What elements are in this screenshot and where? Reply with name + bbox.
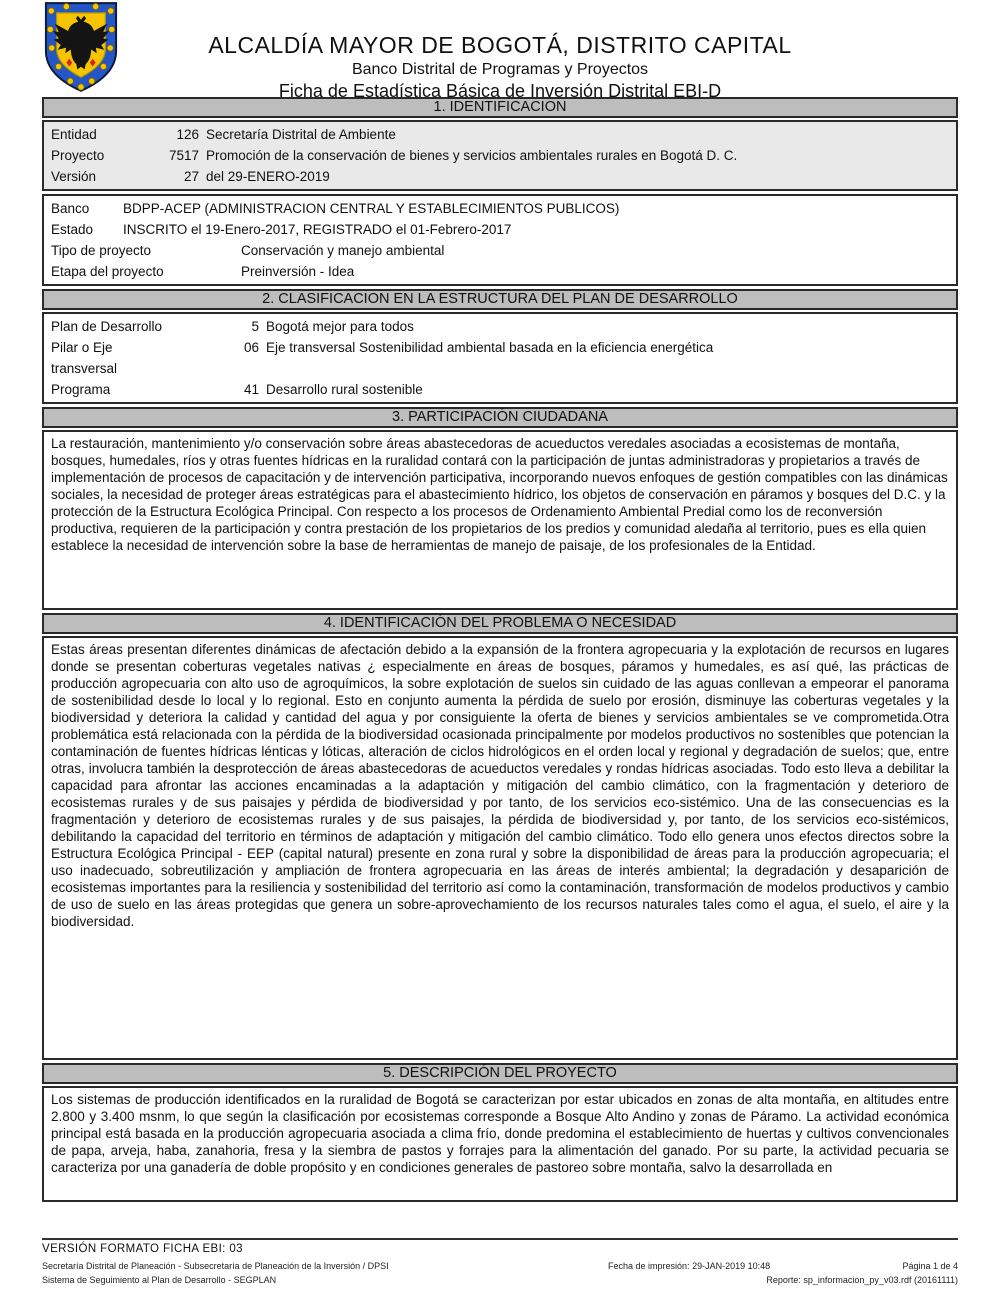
banco-value: BDPP-ACEP (ADMINISTRACION CENTRAL Y ESTABLECIMIENTOS PUBLICOS)	[123, 201, 620, 216]
section-header-clasificacion: 2. CLASIFICACION EN LA ESTRUCTURA DEL PLAN DE DESARROLLO	[42, 289, 958, 310]
footer-page-number: Página 1 de 4	[902, 1261, 958, 1271]
footer-print-block	[608, 1259, 958, 1287]
banco-label: Banco	[51, 201, 90, 216]
programa-value: Desarrollo rural sostenible	[266, 382, 423, 397]
entidad-value: Secretaría Distrital de Ambiente	[206, 127, 396, 142]
footer-org-line1: Secretaría Distrital de Planeación - Subsecretaría de Planeación de la Inversión / DPSI	[42, 1261, 389, 1271]
proyecto-code: 7517	[168, 148, 199, 163]
print-date-label: Fecha de impresión:	[608, 1261, 690, 1271]
pilar-eje-label: Pilar o Eje transversal	[51, 340, 118, 376]
row-version	[51, 166, 949, 187]
proyecto-value: Promoción de la conservación de bienes y servicios ambientales rurales en Bogotá D. C.	[206, 148, 738, 163]
section-header-participacion: 3. PARTICIPACIÓN CIUDADANA	[42, 407, 958, 428]
etapa-proyecto-value: Preinversión - Idea	[241, 264, 355, 279]
identificacion-box-1	[42, 120, 958, 191]
footer-print-row	[608, 1259, 958, 1273]
etapa-proyecto-label: Etapa del proyecto	[51, 264, 164, 279]
title-block	[42, 26, 958, 103]
row-programa	[51, 379, 949, 400]
clasificacion-box	[42, 312, 958, 404]
problema-box	[42, 636, 958, 1060]
row-plan-desarrollo	[51, 316, 949, 337]
footer-org-line2: Sistema de Seguimiento al Plan de Desarrollo - SEGPLAN	[42, 1275, 277, 1285]
row-proyecto	[51, 145, 949, 166]
row-tipo-proyecto	[51, 240, 949, 261]
problema-text: Estas áreas presentan diferentes dinámicas de afectación debido a la expansión de la frontera agropecuaria y la explotación de recursos en lugares donde se presentan coberturas vegetales nativas ¿ especialmente en áreas de bosques, páramos y humedales, es así qué, las prácticas de producción agropecuaria con alto uso de agroquímicos, la sobre explotación de suelos sin cuidado de las aguas conllevan a empeorar el panorama de sostenibilidad desde lo local y lo regional. Esto en conjunto aumenta la pérdida de suelo por erosión, disminuye las coberturas vegetales y la biodiversidad y deteriora la calidad y cantidad del agua y por consiguiente la oferta de bienes y servicios ambientales se ve comprometida.Otra problemática está relacionada con la pérdida de la biodiversidad ocasionada principalmente por modelos productivos no sostenibles que potencian la contaminación de fuentes hídricas lénticas y lóticas, alteración de ciclos hidrológicos en el orden local y regional y degradación de suelos; que, entre otras, involucra también la desprotección de áreas abastecedoras de acueductos veredales y rondas hídricas asociadas. Todo esto lleva a debilitar la capacidad para afrontar las acciones encaminadas a la adaptación y mitigación del cambio climático, con la fragmentación y deterioro de ecosistemas rurales y de sus paisajes y pérdida de biodiversidad y por tanto, de los servicios eco-sistémico. Una de las consecuencias es la fragmentación y deterioro de ecosistemas rurales y de sus paisajes, la pérdida de biodiversidad y, por tanto, de los servicios eco-sistémicos, debilitando la capacidad del territorio en términos de adaptación y mitigación del cambio climático. Todo ello genera unos efectos directos sobre la Estructura Ecológica Principal - EEP (capital natural) presente en zona rural y sobre la disponibilidad de áreas para la producción agropecuaria; el uso inadecuado, sobreutilización y ampliación de frontera agropecuaria en las áreas de interés ambiental; la degradación y desaparición de ecosistemas importantes para la resiliencia y sostenibilidad del territorio así como la contaminación, transformación de modelos productivos y cambio de uso de suelo en las áreas protegidas que genera un sobre-aprovechamiento de los recursos naturales tales como el agua, el suelo, el aire y la biodiversidad.	[51, 642, 949, 929]
proyecto-label: Proyecto	[51, 148, 105, 163]
entidad-code: 126	[176, 127, 199, 142]
bogota-coat-of-arms-icon	[42, 0, 120, 99]
section-header-identificacion: 1. IDENTIFICACION	[42, 97, 958, 118]
footer-details	[42, 1259, 958, 1287]
plan-desarrollo-value: Bogotá mejor para todos	[266, 319, 414, 334]
plan-desarrollo-label: Plan de Desarrollo	[51, 319, 163, 334]
pilar-eje-value: Eje transversal Sostenibilidad ambiental basada en la eficiencia energética	[266, 340, 714, 355]
section-header-problema: 4. IDENTIFICACIÓN DEL PROBLEMA O NECESIDAD	[42, 613, 958, 634]
row-pilar-eje	[51, 337, 949, 379]
estado-label: Estado	[51, 222, 94, 237]
pilar-eje-code: 06	[243, 340, 259, 355]
plan-desarrollo-code: 5	[251, 319, 259, 334]
participacion-text: La restauración, mantenimiento y/o conservación sobre áreas abastecedoras de acueductos veredales asociadas a ecosistemas de montaña, bosques, humedales, ríos y otras fuentes hídricas en la ruralidad contará con la participación de juntas administradoras y propietarios a través de implementación de procesos de capacitación y de intervención participativa, incorporando nuevos enfoques de gestión compatibles con las dinámicas sociales, la necesidad de proteger áreas estratégicas para el abastecimiento hídrico, los objetos de conservación en páramos y bosques del D.C. y la protección de la Estructura Ecológica Principal. Con respecto a los procesos de Ordenamiento Ambiental Predial como los de reconversión productiva, requieren de la participación y contra prestación de los propietarios de los predios y comunidad aledaña al territorio, pues es ella quien establece la necesidad de intervención sobre la base de herramientas de manejo de paisaje, de los profesionales de la Entidad.	[51, 436, 948, 553]
row-banco	[51, 198, 949, 219]
row-entidad	[51, 124, 949, 145]
footer-org-block	[42, 1259, 389, 1287]
row-etapa-proyecto	[51, 261, 949, 282]
participacion-box	[42, 430, 958, 610]
section-header-descripcion: 5. DESCRIPCIÓN DEL PROYECTO	[42, 1063, 958, 1084]
print-date-value: 29-JAN-2019 10:48	[692, 1261, 771, 1271]
programa-code: 41	[243, 382, 259, 397]
version-label: Versión	[51, 169, 97, 184]
footer-report-line: Reporte: sp_informacion_py_v03.rdf (20161111)	[766, 1275, 958, 1285]
descripcion-text: Los sistemas de producción identificados en la ruralidad de Bogotá se caracterizan por estar ubicados en zonas de alta montaña, en altitudes entre 2.800 y 3.400 msnm, lo que según la clasificación por ecosistemas corresponde a Bosque Alto Andino y zonas de Páramo. La actividad económica principal está basada en la producción agropecuaria asociada a clima frío, donde predomina el establecimiento de huertas y cultivos convencionales de papa, arveja, haba, zanahoria, fresa y la siembra de pastos y forrajes para la alimentación del ganado. Por su parte, la actividad pecuaria se caracteriza por una ganadería de doble propósito y en condiciones generales de pastoreo sobre montaña, salvo la desarrollada en	[51, 1092, 949, 1175]
tipo-proyecto-label: Tipo de proyecto	[51, 243, 152, 258]
identificacion-box-2	[42, 194, 958, 286]
tipo-proyecto-value: Conservación y manejo ambiental	[241, 243, 445, 258]
version-value: del 29-ENERO-2019	[206, 169, 330, 184]
document-header	[42, 0, 958, 101]
document-subtitle-bank: Banco Distrital de Programas y Proyectos	[351, 61, 649, 78]
row-estado	[51, 219, 949, 240]
document-body	[42, 97, 958, 1202]
document-subtitle-ficha: Ficha de Estadística Básica de Inversión Distrital EBI-D	[278, 81, 722, 101]
descripcion-box	[42, 1086, 958, 1202]
footer-print-date	[608, 1259, 770, 1273]
document-footer	[42, 1238, 958, 1287]
document-title: ALCALDÍA MAYOR DE BOGOTÁ, DISTRITO CAPITAL	[208, 32, 792, 58]
version-code: 27	[183, 169, 199, 184]
footer-version-line: VERSIÓN FORMATO FICHA EBI: 03	[42, 1243, 243, 1255]
programa-label: Programa	[51, 382, 111, 397]
estado-value: INSCRITO el 19-Enero-2017, REGISTRADO el 01-Febrero-2017	[123, 222, 512, 237]
entidad-label: Entidad	[51, 127, 97, 142]
